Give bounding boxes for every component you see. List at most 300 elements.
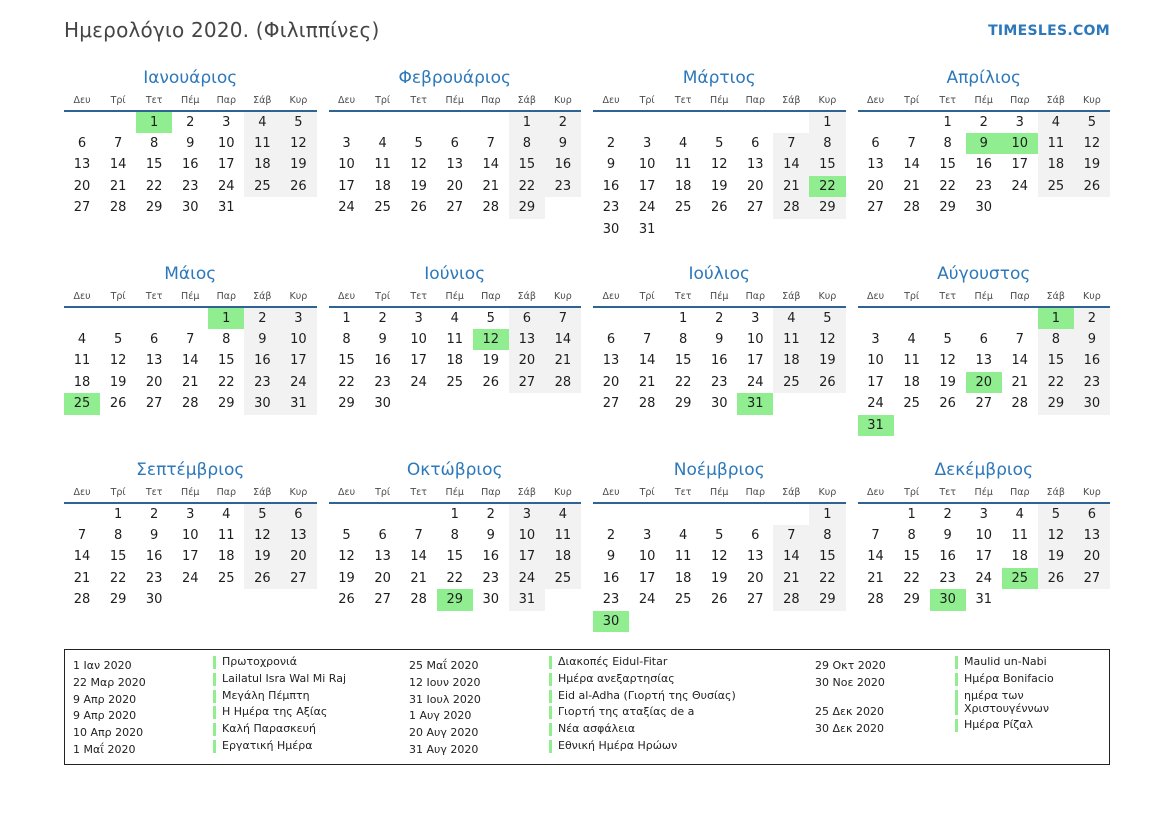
date-cell: 27 — [867, 200, 884, 216]
date-cell: 24 — [509, 568, 545, 590]
day-header: Κυρ — [280, 291, 316, 307]
date-cell — [858, 111, 894, 133]
month-title: Ιούλιος — [688, 264, 750, 284]
date-cell: 18 — [674, 178, 692, 194]
date-cell: 20 — [145, 374, 163, 390]
date-cell: 4 — [450, 310, 459, 326]
legend-label: ημέρα των Χριστουγέννων — [964, 688, 1050, 715]
date-cell: 22 — [509, 176, 545, 198]
date-cell — [365, 503, 401, 525]
date-cell: 7 — [545, 307, 581, 329]
date-cell: 13 — [747, 157, 764, 173]
date-cell: 9 — [150, 527, 159, 543]
legend-label: Ημέρα Ρίζαλ — [964, 718, 1034, 732]
date-cell: 11 — [773, 329, 809, 351]
legend-entry — [73, 690, 403, 707]
date-cell: 28 — [410, 592, 427, 608]
date-cell: 18 — [1011, 549, 1029, 565]
month-table — [329, 487, 582, 611]
date-cell: 29 — [903, 592, 920, 608]
legend-date: 1 Ιαν 2020 — [73, 658, 132, 672]
date-cell: 4 — [77, 331, 87, 347]
date-cell: 24 — [1011, 178, 1029, 194]
day-header: Κυρ — [809, 487, 845, 503]
date-cell — [629, 503, 665, 525]
date-cell: 5 — [943, 331, 952, 347]
date-cell: 21 — [773, 176, 809, 198]
date-cell: 15 — [809, 154, 845, 176]
date-cell: 1 — [679, 310, 688, 326]
date-cell: 9 — [606, 549, 616, 565]
date-cell: 14 — [181, 353, 199, 369]
date-cell — [737, 611, 773, 633]
date-cell: 30 — [181, 200, 199, 216]
legend-label-wrap — [213, 706, 327, 719]
date-cell — [64, 307, 100, 329]
date-cell: 8 — [113, 527, 123, 543]
holiday-marker-icon — [549, 656, 552, 669]
date-cell: 7 — [871, 527, 880, 543]
legend-label-wrap — [549, 706, 694, 719]
legend-entry — [815, 690, 1101, 720]
date-cell: 24 — [747, 374, 764, 390]
date-cell: 18 — [218, 549, 235, 565]
date-cell: 1 — [907, 506, 916, 522]
day-header: Δευ — [858, 95, 894, 111]
month-title: Σεπτέμβριος — [136, 460, 245, 480]
date-cell: 3 — [642, 527, 652, 543]
date-cell: 28 — [181, 396, 199, 412]
day-header: Δευ — [329, 487, 365, 503]
date-cell: 26 — [109, 396, 127, 412]
month-table — [858, 291, 1111, 436]
date-cell: 27 — [509, 372, 545, 394]
legend-label-wrap — [549, 740, 677, 753]
date-cell: 9 — [715, 331, 724, 347]
date-cell: 12 — [809, 329, 845, 351]
day-header: Παρ — [1002, 95, 1038, 111]
date-cell: 27 — [975, 396, 992, 412]
legend-entry — [409, 673, 809, 690]
date-cell: 9 — [606, 157, 616, 173]
date-cell: 2 — [606, 527, 616, 543]
date-cell: 23 — [482, 570, 500, 586]
date-cell — [437, 111, 473, 133]
date-cell: 5 — [486, 310, 495, 326]
date-cell: 27 — [602, 396, 620, 412]
date-cell: 7 — [907, 135, 916, 151]
date-cell: 12 — [1038, 525, 1074, 547]
legend-date: 1 Αυγ 2020 — [409, 709, 472, 723]
month-title: Αύγουστος — [937, 264, 1031, 284]
day-header: Κυρ — [809, 291, 845, 307]
date-cell: 11 — [73, 353, 91, 369]
date-cell: 26 — [338, 592, 355, 608]
day-header: Πέμ — [701, 291, 737, 307]
date-cell — [545, 197, 581, 219]
date-cell: 21 — [181, 374, 199, 390]
day-header: Κυρ — [545, 95, 581, 111]
day-header: Σάβ — [1038, 291, 1074, 307]
date-cell — [809, 611, 845, 633]
date-cell: 16 — [244, 350, 280, 372]
date-cell: 10 — [181, 527, 199, 543]
date-cell: 23 — [939, 570, 956, 586]
date-cell: 24 — [181, 570, 199, 586]
date-cell: 16 — [1074, 350, 1110, 372]
date-cell: 20 — [602, 374, 620, 390]
date-cell — [593, 503, 629, 525]
date-cell: 10 — [638, 549, 656, 565]
day-header: Κυρ — [1074, 95, 1110, 111]
date-cell — [172, 307, 208, 329]
holiday-date-cell: 30 — [593, 611, 629, 633]
day-header: Κυρ — [280, 487, 316, 503]
date-cell: 23 — [545, 176, 581, 198]
date-cell: 15 — [809, 546, 845, 568]
date-cell — [1002, 197, 1038, 219]
date-cell: 3 — [1015, 114, 1024, 130]
day-header: Τρί — [629, 95, 665, 111]
date-cell: 14 — [867, 549, 884, 565]
date-cell: 7 — [113, 135, 123, 151]
date-cell: 28 — [903, 200, 920, 216]
date-cell: 25 — [674, 592, 692, 608]
legend-entry — [815, 719, 1101, 736]
date-cell — [701, 219, 737, 241]
date-cell: 27 — [73, 200, 91, 216]
date-cell: 21 — [545, 350, 581, 372]
day-header: Σάβ — [509, 487, 545, 503]
date-cell: 6 — [378, 527, 387, 543]
date-cell: 23 — [181, 178, 199, 194]
date-cell — [665, 219, 701, 241]
date-cell: 27 — [374, 592, 391, 608]
holiday-marker-icon — [549, 706, 552, 719]
date-cell — [773, 611, 809, 633]
date-cell: 24 — [867, 396, 884, 412]
date-cell — [329, 111, 365, 133]
date-cell: 4 — [773, 307, 809, 329]
date-cell — [894, 415, 930, 437]
date-cell — [1074, 589, 1110, 611]
date-cell: 14 — [73, 549, 91, 565]
legend-date: 22 Μαρ 2020 — [73, 675, 146, 689]
date-cell: 26 — [1038, 568, 1074, 590]
date-cell — [280, 589, 316, 611]
date-cell — [365, 111, 401, 133]
date-cell — [737, 503, 773, 525]
holiday-marker-icon — [955, 690, 958, 716]
date-cell: 14 — [410, 549, 427, 565]
date-cell: 1 — [809, 503, 845, 525]
legend-date: 12 Ιουν 2020 — [409, 675, 481, 689]
date-cell: 16 — [181, 157, 199, 173]
date-cell: 29 — [809, 197, 845, 219]
date-cell: 20 — [1074, 546, 1110, 568]
date-cell: 13 — [145, 353, 163, 369]
date-cell: 3 — [642, 135, 652, 151]
date-cell: 22 — [903, 570, 920, 586]
legend-entry — [73, 740, 403, 757]
day-header: Δευ — [329, 291, 365, 307]
day-header: Τετ — [665, 291, 701, 307]
date-cell: 2 — [979, 114, 988, 130]
date-cell — [966, 307, 1002, 329]
holiday-date-cell: 25 — [1002, 568, 1038, 590]
date-cell: 24 — [280, 372, 316, 394]
date-cell: 28 — [773, 589, 809, 611]
month-block — [858, 460, 1111, 637]
date-cell: 17 — [867, 374, 884, 390]
date-cell: 2 — [486, 506, 495, 522]
legend-label-wrap — [213, 656, 297, 669]
date-cell: 5 — [715, 135, 724, 151]
date-cell: 12 — [710, 157, 728, 173]
date-cell — [244, 197, 280, 219]
date-cell: 28 — [638, 396, 656, 412]
date-cell: 5 — [414, 135, 423, 151]
date-cell: 8 — [222, 331, 231, 347]
day-header: Πέμ — [172, 95, 208, 111]
date-cell — [1038, 415, 1074, 437]
date-cell — [809, 219, 845, 241]
date-cell: 4 — [1038, 111, 1074, 133]
date-cell: 25 — [674, 200, 692, 216]
date-cell: 9 — [943, 527, 952, 543]
date-cell: 29 — [338, 396, 355, 412]
date-cell: 19 — [280, 154, 316, 176]
date-cell: 25 — [545, 568, 581, 590]
date-cell: 16 — [975, 157, 992, 173]
month-block — [64, 460, 317, 637]
legend-date: 25 Μαΐ 2020 — [409, 658, 479, 672]
date-cell: 15 — [145, 157, 163, 173]
holiday-date-cell: 29 — [437, 589, 473, 611]
date-cell: 15 — [674, 353, 692, 369]
legend-date: 29 Οκτ 2020 — [815, 658, 886, 672]
date-cell: 22 — [1038, 372, 1074, 394]
date-cell: 22 — [218, 374, 235, 390]
date-cell: 24 — [218, 178, 235, 194]
date-cell: 2 — [1074, 307, 1110, 329]
month-title: Απρίλιος — [946, 68, 1022, 88]
date-cell: 15 — [446, 549, 463, 565]
legend-label: Lailatul Isra Wal Mi Raj — [222, 671, 347, 685]
page-title: Ημερολόγιο 2020. (Φιλιππίνες) — [64, 18, 380, 42]
date-cell: 3 — [751, 310, 760, 326]
date-cell — [701, 611, 737, 633]
date-cell: 6 — [280, 503, 316, 525]
day-header: Πέμ — [172, 487, 208, 503]
date-cell: 11 — [1011, 527, 1029, 543]
date-cell: 6 — [751, 527, 760, 543]
date-cell: 3 — [280, 307, 316, 329]
date-cell: 29 — [145, 200, 163, 216]
date-cell — [401, 393, 437, 415]
day-header: Δευ — [858, 291, 894, 307]
date-cell: 18 — [1038, 154, 1074, 176]
month-block — [64, 68, 317, 245]
date-cell: 7 — [77, 527, 87, 543]
day-header: Παρ — [208, 291, 244, 307]
date-cell: 10 — [867, 353, 884, 369]
legend-column — [815, 656, 1101, 757]
date-cell: 22 — [939, 178, 956, 194]
date-cell: 5 — [809, 307, 845, 329]
date-cell — [701, 111, 737, 133]
legend-label: Εθνική Ημέρα Ηρώων — [558, 739, 678, 753]
date-cell: 7 — [773, 133, 809, 155]
date-cell: 14 — [482, 157, 500, 173]
legend-entry — [409, 690, 809, 707]
date-cell — [100, 111, 136, 133]
date-cell: 30 — [145, 592, 163, 608]
date-cell: 30 — [244, 393, 280, 415]
day-header: Τρί — [365, 487, 401, 503]
month-title: Μάιος — [164, 264, 217, 284]
date-cell: 21 — [903, 178, 920, 194]
date-cell: 16 — [482, 549, 500, 565]
date-cell: 26 — [710, 200, 728, 216]
date-cell: 29 — [674, 396, 692, 412]
holiday-marker-icon — [955, 656, 958, 669]
date-cell: 23 — [975, 178, 992, 194]
date-cell: 6 — [751, 135, 760, 151]
legend-label: Ημέρα ανεξαρτησίας — [558, 671, 675, 685]
date-cell: 27 — [446, 200, 463, 216]
date-cell: 3 — [509, 503, 545, 525]
holiday-marker-icon — [955, 673, 958, 686]
legend-label: Πρωτοχρονιά — [222, 655, 298, 668]
day-header: Δευ — [64, 291, 100, 307]
holiday-marker-icon — [549, 690, 552, 703]
date-cell: 13 — [867, 157, 884, 173]
day-header: Πέμ — [437, 487, 473, 503]
month-table — [593, 291, 846, 415]
legend-label-wrap — [213, 673, 346, 686]
date-cell: 21 — [482, 178, 500, 194]
holiday-date-cell: 12 — [473, 329, 509, 351]
day-header: Κυρ — [1074, 487, 1110, 503]
date-cell — [737, 111, 773, 133]
date-cell: 11 — [545, 525, 581, 547]
holiday-marker-icon — [213, 673, 216, 686]
date-cell: 30 — [1074, 393, 1110, 415]
date-cell: 28 — [1011, 396, 1029, 412]
date-cell: 9 — [486, 527, 495, 543]
date-cell: 3 — [186, 506, 195, 522]
date-cell: 13 — [509, 329, 545, 351]
date-cell: 12 — [244, 525, 280, 547]
day-header: Σάβ — [509, 291, 545, 307]
legend-label-wrap — [955, 656, 1047, 669]
date-cell: 30 — [374, 396, 391, 412]
legend-entry — [409, 706, 809, 723]
day-header: Τρί — [100, 95, 136, 111]
day-header: Τρί — [894, 95, 930, 111]
legend-date: 9 Απρ 2020 — [73, 709, 137, 723]
date-cell: 7 — [486, 135, 495, 151]
day-header: Παρ — [1002, 291, 1038, 307]
month-block — [64, 264, 317, 441]
date-cell — [930, 415, 966, 437]
date-cell: 1 — [113, 506, 123, 522]
holiday-date-cell: 20 — [966, 372, 1002, 394]
date-cell — [773, 111, 809, 133]
date-cell: 12 — [338, 549, 355, 565]
date-cell: 13 — [374, 549, 391, 565]
date-cell — [509, 393, 545, 415]
date-cell: 10 — [975, 527, 992, 543]
date-cell: 26 — [710, 592, 728, 608]
date-cell: 18 — [374, 178, 391, 194]
date-cell: 17 — [638, 178, 656, 194]
date-cell: 20 — [867, 178, 884, 194]
date-cell: 17 — [338, 178, 355, 194]
date-cell: 17 — [975, 549, 992, 565]
date-cell: 6 — [1074, 503, 1110, 525]
date-cell — [64, 111, 100, 133]
date-cell: 16 — [710, 353, 728, 369]
date-cell: 10 — [638, 157, 656, 173]
date-cell — [593, 111, 629, 133]
day-header: Παρ — [473, 95, 509, 111]
date-cell: 8 — [943, 135, 952, 151]
date-cell: 14 — [903, 157, 920, 173]
date-cell: 9 — [378, 331, 387, 347]
day-header: Τετ — [136, 95, 172, 111]
date-cell: 1 — [809, 111, 845, 133]
date-cell: 17 — [181, 549, 199, 565]
date-cell — [858, 307, 894, 329]
date-cell: 2 — [244, 307, 280, 329]
date-cell: 31 — [280, 393, 316, 415]
date-cell: 21 — [867, 570, 884, 586]
holiday-marker-icon — [213, 690, 216, 703]
date-cell: 3 — [414, 310, 423, 326]
date-cell — [401, 111, 437, 133]
date-cell: 14 — [638, 353, 656, 369]
date-cell — [665, 111, 701, 133]
date-cell: 29 — [939, 200, 956, 216]
date-cell: 24 — [638, 200, 656, 216]
legend-date: 9 Απρ 2020 — [73, 692, 137, 706]
date-cell: 20 — [374, 570, 391, 586]
date-cell — [930, 307, 966, 329]
date-cell: 20 — [747, 178, 764, 194]
date-cell — [629, 111, 665, 133]
date-cell — [737, 219, 773, 241]
date-cell: 22 — [809, 568, 845, 590]
date-cell: 1 — [509, 111, 545, 133]
date-cell: 5 — [715, 527, 724, 543]
date-cell — [629, 307, 665, 329]
date-cell: 10 — [747, 331, 764, 347]
date-cell: 20 — [747, 570, 764, 586]
date-cell: 11 — [244, 133, 280, 155]
date-cell: 28 — [73, 592, 91, 608]
month-title: Οκτώβριος — [406, 460, 503, 480]
date-cell: 18 — [674, 570, 692, 586]
legend-date: 1 Μαΐ 2020 — [73, 742, 136, 756]
date-cell: 26 — [939, 396, 956, 412]
date-cell: 6 — [150, 331, 159, 347]
date-cell: 8 — [150, 135, 159, 151]
date-cell: 28 — [773, 197, 809, 219]
day-header: Τετ — [401, 487, 437, 503]
site-link[interactable]: TIMESLES.COM — [988, 23, 1110, 39]
